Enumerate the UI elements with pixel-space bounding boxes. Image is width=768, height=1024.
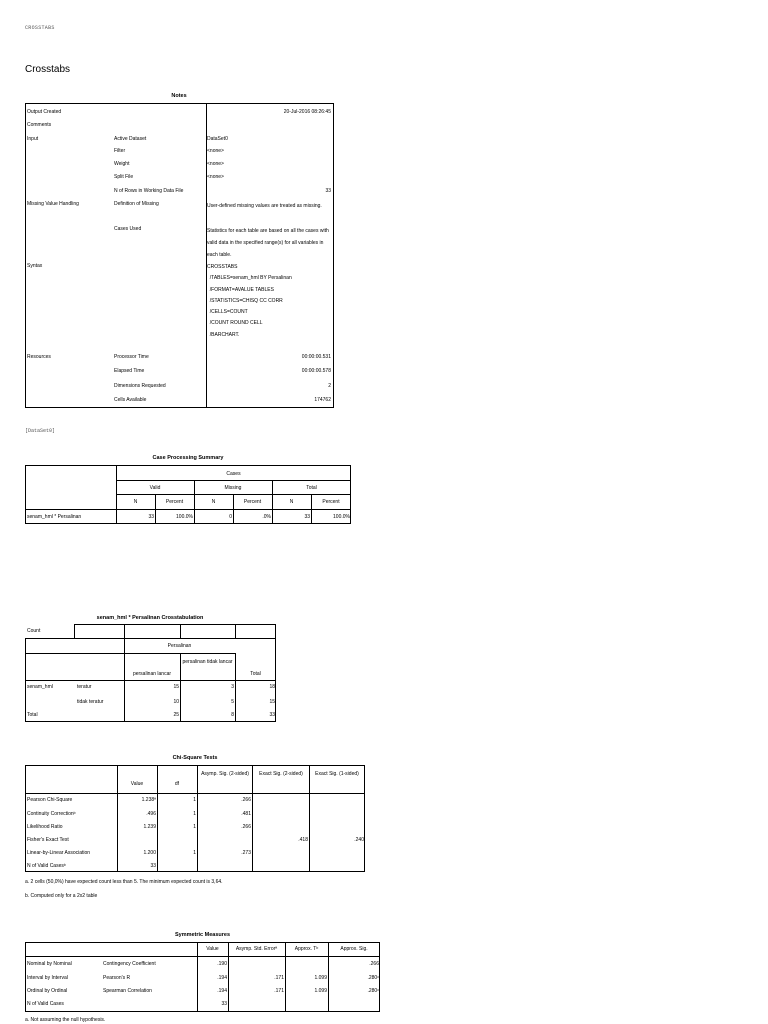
cell-value: .280ᶜ (367, 988, 379, 994)
notes-value: 2 (328, 383, 331, 389)
cell-value: 15 (269, 699, 275, 705)
notes-item-label: Elapsed Time (114, 368, 145, 374)
notes-item-label: Cases Used (114, 226, 142, 232)
row-label: senam_hml * Persalinan (27, 514, 82, 520)
page-title: Crosstabs (25, 64, 71, 75)
cell-value: 5 (231, 699, 234, 705)
notes-value: Statistics for each table are based on all the cases with valid data in the specified range(s) for all variables in each table. (207, 228, 329, 258)
cell-value: 100.0% (333, 514, 350, 520)
cell-value: 33 (148, 514, 154, 520)
cell-value: 1.099 (314, 975, 327, 981)
column-header: Approx. Tᵇ (294, 946, 319, 952)
column-header: Value (206, 946, 219, 952)
grid-frame (74, 624, 276, 638)
notes-title: Notes (171, 93, 187, 99)
column-header: persalinan lancar (132, 671, 172, 677)
footnote: a. 2 cells (50,0%) have expected count less than 5. The minimum expected count is 3,64. (25, 879, 223, 885)
notes-group-label: Syntax (27, 263, 43, 269)
notes-value: 20-Jul-2016 08:26:45 (283, 109, 331, 115)
output-header-label: CROSSTABS (25, 25, 55, 31)
cell-value: 33 (221, 1001, 227, 1007)
notes-group-label: Input (27, 136, 39, 142)
cell-value: 1 (193, 797, 196, 803)
column-header: Asymp. Std. Errorª (235, 946, 278, 952)
column-header: Value (130, 781, 144, 787)
row-label: Linear-by-Linear Association (27, 850, 91, 856)
notes-item-label: Split File (114, 174, 134, 180)
footnote: b. Computed only for a 2x2 table (25, 893, 98, 899)
cases-header: Cases (226, 471, 241, 477)
cell-value: 1.200 (143, 850, 156, 856)
notes-item-label: Definition of Missing (114, 201, 159, 207)
chi-square-title: Chi-Square Tests (172, 755, 218, 761)
notes-group-label: Comments (27, 122, 52, 128)
footnote: a. Not assuming the null hypothesis. (25, 1017, 106, 1023)
grid-line (124, 624, 125, 638)
column-header: Exact Sig. (1-sided) (315, 771, 359, 777)
notes-value: 174762 (314, 397, 331, 403)
cell-value: .194 (217, 988, 227, 994)
cell-value: .171 (274, 988, 284, 994)
grid-line (25, 653, 124, 654)
dataset-tag: [DataSet0] (25, 428, 56, 434)
grid-line (180, 624, 181, 638)
count-label: Count (27, 628, 41, 634)
notes-syntax: CROSSTABS /TABLES=senam_hml BY Persalinan /FORMAT=AVALUE TABLES /STATISTICS=CHISQ CC CORR /CELLS=COUNT /COUNT ROUND CELL /BARCHART. (207, 264, 292, 338)
grid-line (25, 680, 276, 681)
cell-value: .418 (298, 837, 308, 843)
grid-line (25, 956, 380, 957)
row-label: N of Valid Casesᵇ (27, 863, 66, 869)
case-summary-title: Case Processing Summary (152, 455, 224, 461)
cell-value: .194 (217, 975, 227, 981)
group-header: Valid (149, 485, 161, 491)
cell-value: 8 (231, 712, 234, 718)
cell-value: .190 (217, 961, 227, 967)
cell-value: 1.238ª (141, 797, 156, 803)
symmetric-title: Symmetric Measures (174, 932, 231, 938)
row-label: Continuity Correctionᵇ (27, 811, 76, 817)
notes-item-label: Cells Available (114, 397, 147, 403)
grid-line (25, 793, 365, 794)
notes-value: <none> (207, 148, 224, 154)
column-header: Percent (243, 499, 262, 505)
cell-value: .481 (241, 811, 251, 817)
cell-value: 10 (173, 699, 179, 705)
row-label: Contingency Coefficient (103, 961, 156, 967)
cell-value: 1 (193, 824, 196, 830)
cell-value: 15 (173, 684, 179, 690)
row-label: Pearson Chi-Square (27, 797, 73, 803)
notes-value: <none> (207, 161, 224, 167)
persalinan-header: Persalinan (167, 643, 192, 649)
cell-value: 33 (269, 712, 275, 718)
row-label: Spearman Correlation (103, 988, 152, 994)
cell-value: 0 (229, 514, 232, 520)
cell-value: 25 (173, 712, 179, 718)
cell-value: 1 (193, 850, 196, 856)
notes-item-label: Processor Time (114, 354, 149, 360)
notes-item-label: Filter (114, 148, 126, 154)
column-header: df (174, 781, 180, 787)
group-header: Missing (224, 485, 242, 491)
column-header: N (211, 499, 216, 505)
row-label: Fisher's Exact Test (27, 837, 69, 843)
cell-value: 1 (193, 811, 196, 817)
cell-value: 100.0% (176, 514, 193, 520)
cell-value: .280ᶜ (367, 975, 379, 981)
grid-line (309, 765, 310, 872)
notes-item-label: Weight (114, 161, 130, 167)
notes-group-label: Output Created (27, 109, 62, 115)
group-header: Total (306, 485, 317, 491)
cell-value: 1.239 (143, 824, 156, 830)
notes-item-label: Dimensions Requested (114, 383, 166, 389)
column-header: N (133, 499, 138, 505)
row-label: Pearson's R (103, 975, 131, 981)
column-header: Total (250, 671, 261, 677)
column-header: Asymp. Sig. (2-sided) (201, 771, 249, 777)
cell-value: .266 (241, 824, 251, 830)
row-label: teratur (77, 684, 92, 690)
row-group: Ordinal by Ordinal (27, 988, 68, 994)
column-header: Percent (322, 499, 340, 505)
crosstab-title: senam_hml * Persalinan Crosstabulation (96, 615, 204, 621)
grid-line (235, 624, 236, 638)
cell-value: .240 (354, 837, 364, 843)
total-label: Total (27, 712, 38, 718)
column-header: persalinan tidak lancar (182, 659, 233, 665)
cell-value: .266 (369, 961, 379, 967)
cell-value: .266 (241, 797, 251, 803)
cell-value: .273 (241, 850, 251, 856)
notes-value: <none> (207, 174, 224, 180)
cell-value: .171 (274, 975, 284, 981)
cell-value: 33 (304, 514, 310, 520)
row-group: N of Valid Cases (27, 1001, 64, 1007)
cell-value: 1.099 (314, 988, 327, 994)
cell-value: .0% (262, 514, 271, 520)
notes-value: User-defined missing values are treated as missing. (207, 203, 322, 209)
cell-value: 18 (269, 684, 275, 690)
row-group: Interval by Interval (27, 975, 68, 981)
row-label: Likelihood Ratio (27, 824, 63, 830)
column-header: Approx. Sig. (340, 946, 368, 952)
notes-value: 00:00:00.578 (301, 368, 331, 374)
grid-line (252, 765, 253, 872)
notes-group-label: Missing Value Handling (27, 201, 79, 207)
grid-line (116, 480, 351, 481)
cell-value: 33 (150, 863, 156, 869)
row-label: tidak teratur (77, 699, 104, 705)
column-header: Exact Sig. (2-sided) (259, 771, 303, 777)
notes-value: DataSet0 (207, 136, 228, 142)
cell-value: .496 (146, 811, 156, 817)
notes-group-label: Resources (27, 354, 51, 360)
notes-value: 33 (325, 188, 331, 194)
cell-value: 3 (231, 684, 234, 690)
row-group: Nominal by Nominal (27, 961, 72, 967)
notes-value: 00:00:00.531 (301, 354, 331, 360)
row-variable: senam_hml (27, 684, 53, 690)
grid-line (25, 509, 351, 510)
notes-item-label: Active Dataset (114, 136, 147, 142)
notes-item-label: N of Rows in Working Data File (114, 188, 184, 194)
column-header: N (289, 499, 294, 505)
column-header: Percent (165, 499, 184, 505)
